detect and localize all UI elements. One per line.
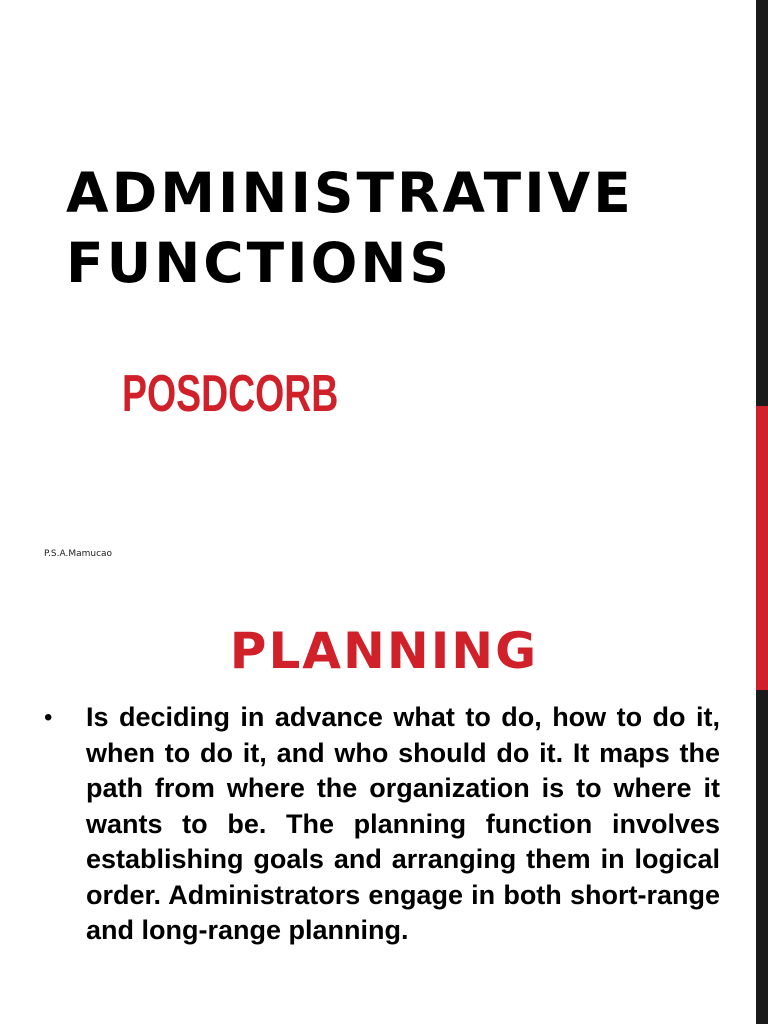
right-edge-bar-dark-bottom — [756, 690, 768, 1024]
planning-slide — [0, 590, 756, 1024]
bullet-list — [0, 700, 756, 949]
right-edge-bar-dark-top — [756, 0, 768, 406]
section-title: PLANNING — [229, 622, 539, 680]
subtitle: POSDCORB — [122, 365, 339, 423]
list-item — [0, 700, 756, 949]
main-title — [66, 158, 634, 298]
main-title-line-1: ADMINISTRATIVE — [66, 161, 634, 225]
main-title-line-2: FUNCTIONS — [66, 231, 453, 295]
bullet-icon: • — [44, 704, 53, 731]
bullet-text: Is deciding in advance what to do, how to do it, when to do it, and who should do it. It maps the path from where the organization is to where it wants to be. The planning function involves establishing goals and arranging them in logical order. Administrators engage in both short-range and long-range planning. — [86, 702, 720, 945]
author-credit: P.S.A.Mamucao — [44, 549, 113, 559]
